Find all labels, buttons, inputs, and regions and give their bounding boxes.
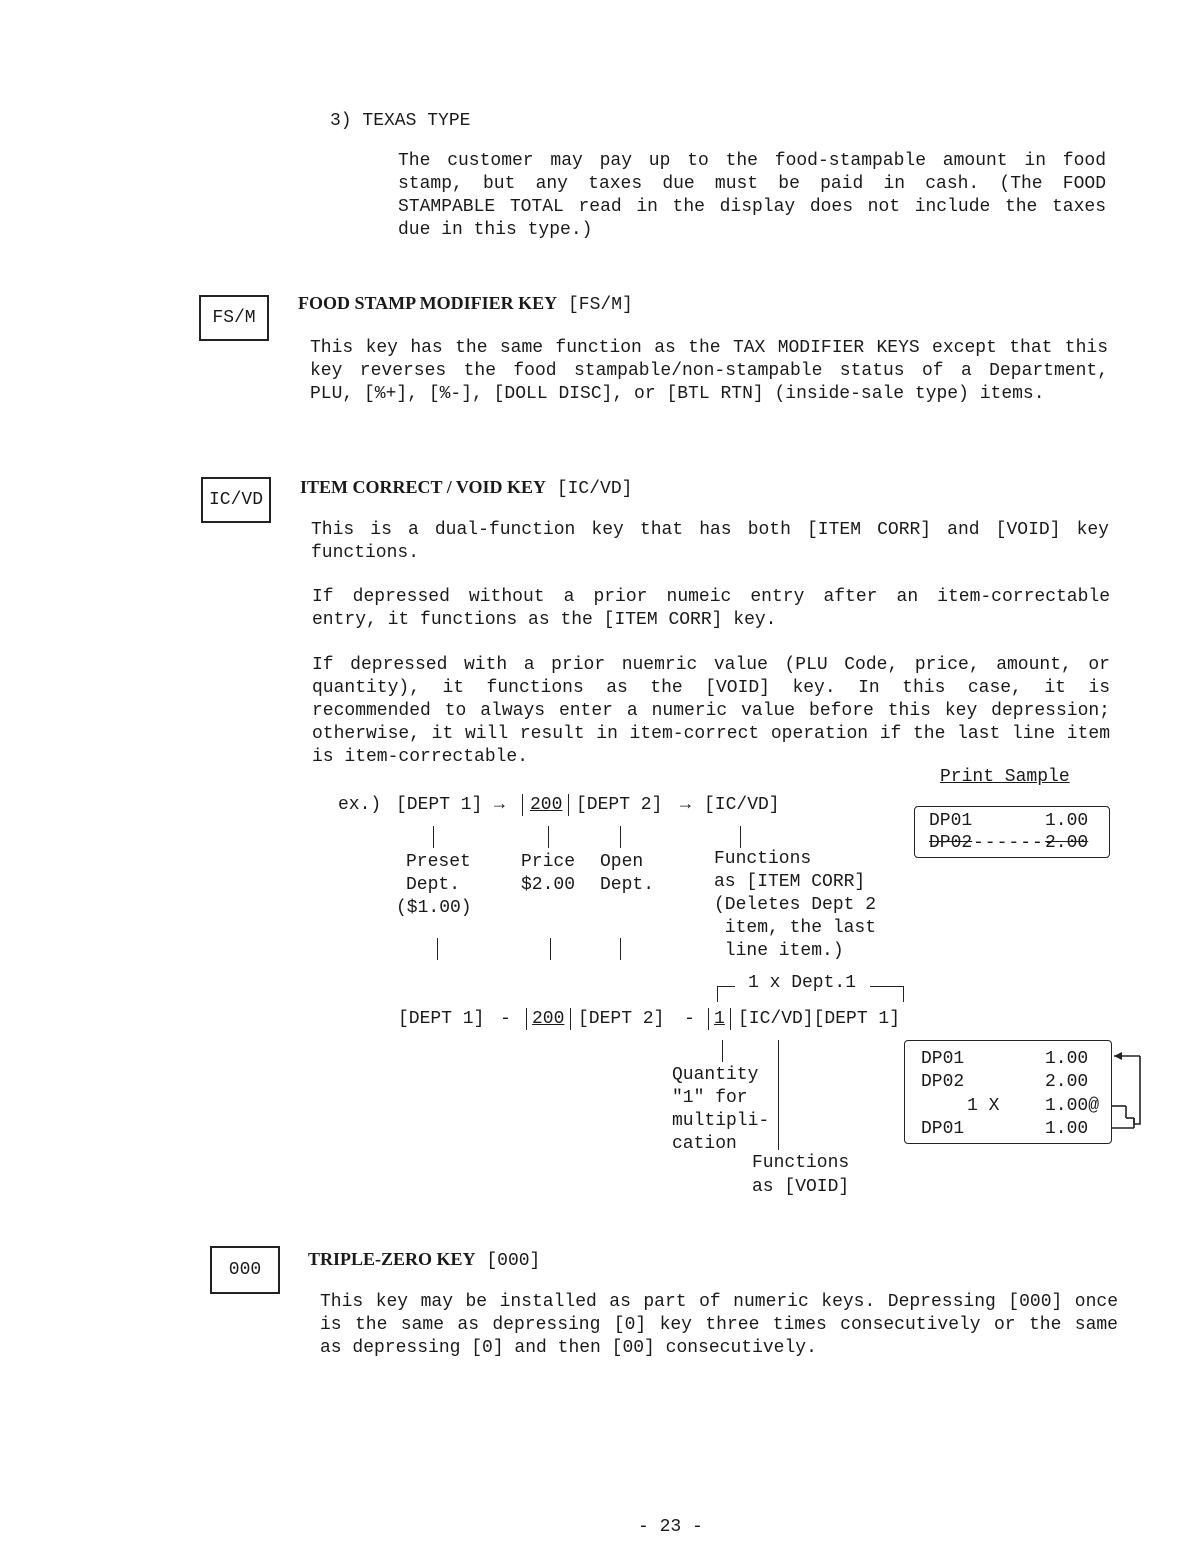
annot-void-line: Functions xyxy=(752,1153,850,1173)
annot-functions-line: item, the last xyxy=(714,918,877,938)
fsm-key-label: FS/M xyxy=(212,307,256,328)
annot-open xyxy=(600,851,654,897)
receipt1-row1-name: DP01 xyxy=(929,811,973,831)
seq1-icvd: [IC/VD] xyxy=(704,795,780,815)
receipt2-row1-name: DP01 xyxy=(921,1049,965,1069)
annot-quantity-line: multipli- xyxy=(672,1111,770,1131)
bracket-right-drop xyxy=(903,986,904,1002)
seq1-dept2: [DEPT 2] xyxy=(576,795,663,815)
receipt2-row2-value: 2.00 xyxy=(1045,1072,1089,1092)
receipt2-row3-name: 1 X xyxy=(967,1096,1000,1116)
triple-zero-key-icon xyxy=(210,1246,280,1294)
seq2-price-bar-right xyxy=(570,1008,571,1030)
fsm-key-icon xyxy=(199,295,269,341)
receipt-bracket-arrow-icon xyxy=(1108,1048,1148,1136)
seq2-dept1: [DEPT 1] xyxy=(398,1009,485,1029)
annot-quantity-line: "1" for xyxy=(672,1088,748,1108)
annot-functions-line: (Deletes Dept 2 xyxy=(714,895,877,915)
annot-preset-line: Preset xyxy=(406,852,471,872)
receipt2-row4-name: DP01 xyxy=(921,1119,965,1139)
annot-quantity-line: Quantity xyxy=(672,1065,759,1085)
texas-title: 3) TEXAS TYPE xyxy=(330,111,471,131)
annot-price-line: Price xyxy=(521,852,576,872)
icvd-heading xyxy=(300,476,632,501)
annot-price xyxy=(521,851,575,897)
connector-preset-bottom xyxy=(437,938,438,960)
icvd-heading-bold: ITEM CORRECT / VOID KEY xyxy=(300,477,547,497)
seq2-dash-1: - xyxy=(500,1009,511,1029)
seq2-price-bar-left xyxy=(526,1008,527,1030)
annot-preset xyxy=(396,851,472,920)
triple-heading-code: [000] xyxy=(486,1251,541,1271)
annot-preset-line: ($1.00) xyxy=(396,898,472,918)
fsm-body: This key has the same function as the TAX MODIFIER KEYS except that this key reverses the food stampable/non-stampable status of a Department, PLU, [%+], [%-], [DOLL DISC], or [BTL RTN] (inside-sale type) items. xyxy=(310,338,1108,404)
fsm-heading-bold: FOOD STAMP MODIFIER KEY xyxy=(298,293,558,313)
icvd-para-1: This is a dual-function key that has both [ITEM CORR] and [VOID] key functions. xyxy=(311,520,1109,563)
seq2-dept2: [DEPT 2] xyxy=(578,1009,665,1029)
page-number: - 23 - xyxy=(638,1517,703,1537)
fsm-heading-code: [FS/M] xyxy=(567,295,633,315)
annot-quantity-line: cation xyxy=(672,1134,737,1154)
connector-functions-top xyxy=(740,826,741,848)
icvd-heading-code: [IC/VD] xyxy=(556,479,633,499)
bracket-top-right xyxy=(870,986,904,987)
annot-functions xyxy=(714,848,876,963)
icvd-para-2: If depressed without a prior numeic entry after an item-correctable entry, it functions as the [ITEM CORR] key. xyxy=(312,587,1110,630)
triple-heading xyxy=(308,1248,540,1273)
print-sample-label: Print Sample xyxy=(940,767,1070,787)
annot-functions-line: line item.) xyxy=(714,941,844,961)
receipt2-row2-name: DP02 xyxy=(921,1072,965,1092)
receipt-1 xyxy=(914,806,1110,858)
connector-quantity xyxy=(722,1040,723,1062)
connector-void xyxy=(778,1040,779,1150)
receipt2-row1-value: 1.00 xyxy=(1045,1049,1089,1069)
receipt2-row4-value: 1.00 xyxy=(1045,1119,1089,1139)
annot-open-line: Open xyxy=(600,852,644,872)
receipt1-row1-value: 1.00 xyxy=(1045,811,1089,831)
connector-open-bottom xyxy=(620,938,621,960)
seq1-price-bar-left xyxy=(522,794,523,816)
triple-zero-key-label: 000 xyxy=(228,1259,262,1280)
annot-functions-line: as [ITEM CORR] xyxy=(714,872,866,892)
annot-void-line: as [VOID] xyxy=(752,1177,850,1197)
seq2-price: 200 xyxy=(532,1009,565,1029)
seq2-dash-2: - xyxy=(684,1009,695,1029)
connector-price-top xyxy=(548,826,549,848)
fsm-heading xyxy=(298,292,633,317)
receipt2-row3-value: 1.00@ xyxy=(1045,1096,1100,1116)
seq1-arrow-2: → xyxy=(680,795,691,815)
annot-price-line: $2.00 xyxy=(521,875,576,895)
annot-void xyxy=(752,1152,849,1199)
annot-open-line: Dept. xyxy=(600,875,655,895)
connector-preset-top xyxy=(433,826,434,848)
annot-preset-line: Dept. xyxy=(406,875,461,895)
receipt1-row2-value: 2.00 xyxy=(1045,833,1089,853)
connector-open-top xyxy=(620,826,621,848)
receipt1-row2-name: DP02 xyxy=(929,833,973,853)
seq2-qty: 1 xyxy=(714,1009,725,1029)
seq1-price-bar-right xyxy=(568,794,569,816)
bracket-left-drop xyxy=(717,986,718,1002)
texas-body: The customer may pay up to the food-stampable amount in food stamp, but any taxes due must be paid in cash. (The FOOD STAMPABLE TOTAL read in the display does not include the taxes due in this type.) xyxy=(398,151,1106,240)
connector-price-bottom xyxy=(550,938,551,960)
icvd-key-label: IC/VD xyxy=(208,489,263,510)
triple-body: This key may be installed as part of numeric keys. Depressing [000] once is the same as depressing [0] key three times consecutively or the same as depressing [0] and then [00] consecutively. xyxy=(320,1292,1118,1358)
receipt-2 xyxy=(904,1040,1112,1144)
seq2-rest: [IC/VD][DEPT 1] xyxy=(738,1009,901,1029)
receipt1-row2-dashes: ------- xyxy=(973,833,1056,853)
seq1-price: 200 xyxy=(530,795,563,815)
annot-quantity xyxy=(672,1064,769,1156)
seq1-arrow-1: → xyxy=(494,795,505,815)
seq2-qty-bar-left xyxy=(708,1008,709,1030)
seq1-dept1: [DEPT 1] xyxy=(396,795,483,815)
annot-functions-line: Functions xyxy=(714,849,812,869)
triple-heading-bold: TRIPLE-ZERO KEY xyxy=(308,1249,476,1269)
bracket-top-left xyxy=(717,986,735,987)
seq2-qty-bar-right xyxy=(730,1008,731,1030)
ex-label: ex.) xyxy=(338,795,382,815)
multiplier-label: 1 x Dept.1 xyxy=(748,973,857,993)
icvd-key-icon xyxy=(201,477,271,523)
icvd-para-3: If depressed with a prior nuemric value (PLU Code, price, amount, or quantity), it functions as the [VOID] key. In this case, it is recommended to always enter a numeric value before this key depression; otherwise, it will result in item-correct operation if the last line item is item-correctable. xyxy=(312,655,1110,767)
